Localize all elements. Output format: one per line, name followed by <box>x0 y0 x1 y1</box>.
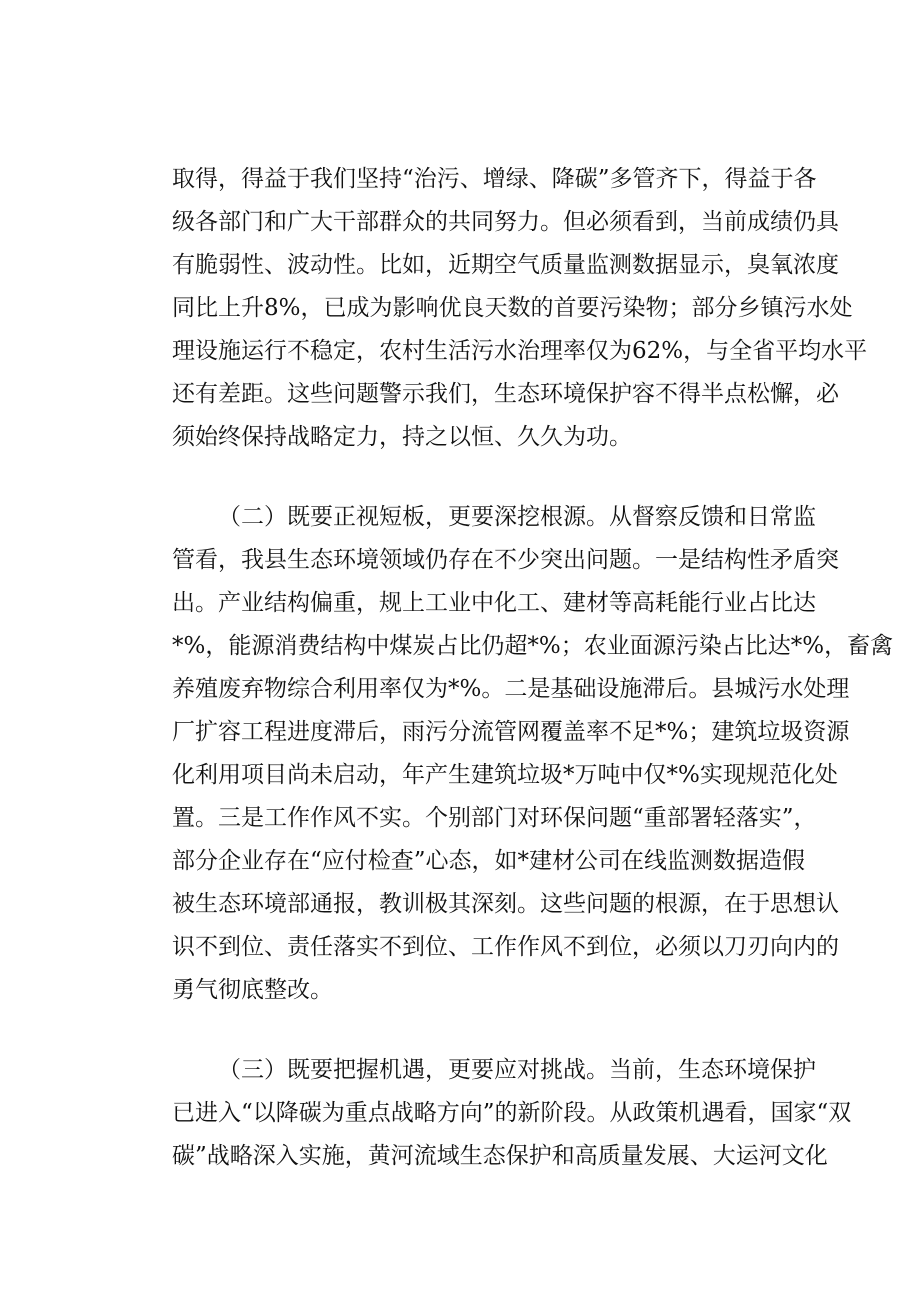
text-line: 出。产业结构偏重，规上工业中化工、建材等高耗能行业占比达 <box>172 590 816 616</box>
text-line: 碳”战略深入实施，黄河流域生态保护和高质量发展、大运河文化 <box>172 1143 828 1169</box>
text-line: 须始终保持战略定力，持之以恒、久久为功。 <box>172 424 632 450</box>
text-line: 级各部门和广大干部群众的共同努力。但必须看到，当前成绩仍具 <box>172 209 839 235</box>
text-line: 已进入“以降碳为重点战略方向”的新阶段。从政策机遇看，国家“双 <box>172 1100 852 1126</box>
text-line: 勇气彻底整改。 <box>172 977 333 1003</box>
text-line: 识不到位、责任落实不到位、工作作风不到位，必须以刀刃向内的 <box>172 934 839 960</box>
text-line: 还有差距。这些问题警示我们，生态环境保护容不得半点松懈，必 <box>172 381 839 407</box>
text-line: 被生态环境部通报，教训极其深刻。这些问题的根源，在于思想认 <box>172 891 839 917</box>
paragraph-3 <box>172 1049 852 1178</box>
text-line: 同比上升8%，已成为影响优良天数的首要污染物；部分乡镇污水处 <box>172 295 853 321</box>
text-line: *%，能源消费结构中煤炭占比仍超*%；农业面源污染占比达*%，畜禽 <box>172 633 894 659</box>
text-line: 有脆弱性、波动性。比如，近期空气质量监测数据显示，臭氧浓度 <box>172 252 839 278</box>
text-line: 部分企业存在“应付检查”心态，如*建材公司在线监测数据造假 <box>172 848 806 874</box>
text-line: （二）既要正视短板，更要深挖根源。从督察反馈和日常监 <box>218 504 816 530</box>
paragraph-1 <box>172 158 868 459</box>
text-line: （三）既要把握机遇，更要应对挑战。当前，生态环境保护 <box>218 1057 816 1083</box>
text-line: 化利用项目尚未启动，年产生建筑垃圾*万吨中仅*%实现规范化处 <box>172 762 838 788</box>
text-line: 养殖废弃物综合利用率仅为*%。二是基础设施滞后。县城污水处理 <box>172 676 850 702</box>
text-line: 取得，得益于我们坚持“治污、增绿、降碳”多管齐下，得益于各 <box>172 166 817 192</box>
paragraph-spacer <box>172 459 752 496</box>
text-line: 置。三是工作作风不实。个别部门对环保问题“重部署轻落实”， <box>172 805 817 831</box>
text-line: 理设施运行不稳定，农村生活污水治理率仅为62%，与全省平均水平 <box>172 338 868 364</box>
document-body <box>172 158 894 1178</box>
paragraph-2 <box>172 496 894 1012</box>
text-line: 厂扩容工程进度滞后，雨污分流管网覆盖率不足*%；建筑垃圾资源 <box>172 719 850 745</box>
paragraph-spacer <box>172 1012 752 1049</box>
text-line: 管看，我县生态环境领域仍存在不少突出问题。一是结构性矛盾突 <box>172 547 839 573</box>
